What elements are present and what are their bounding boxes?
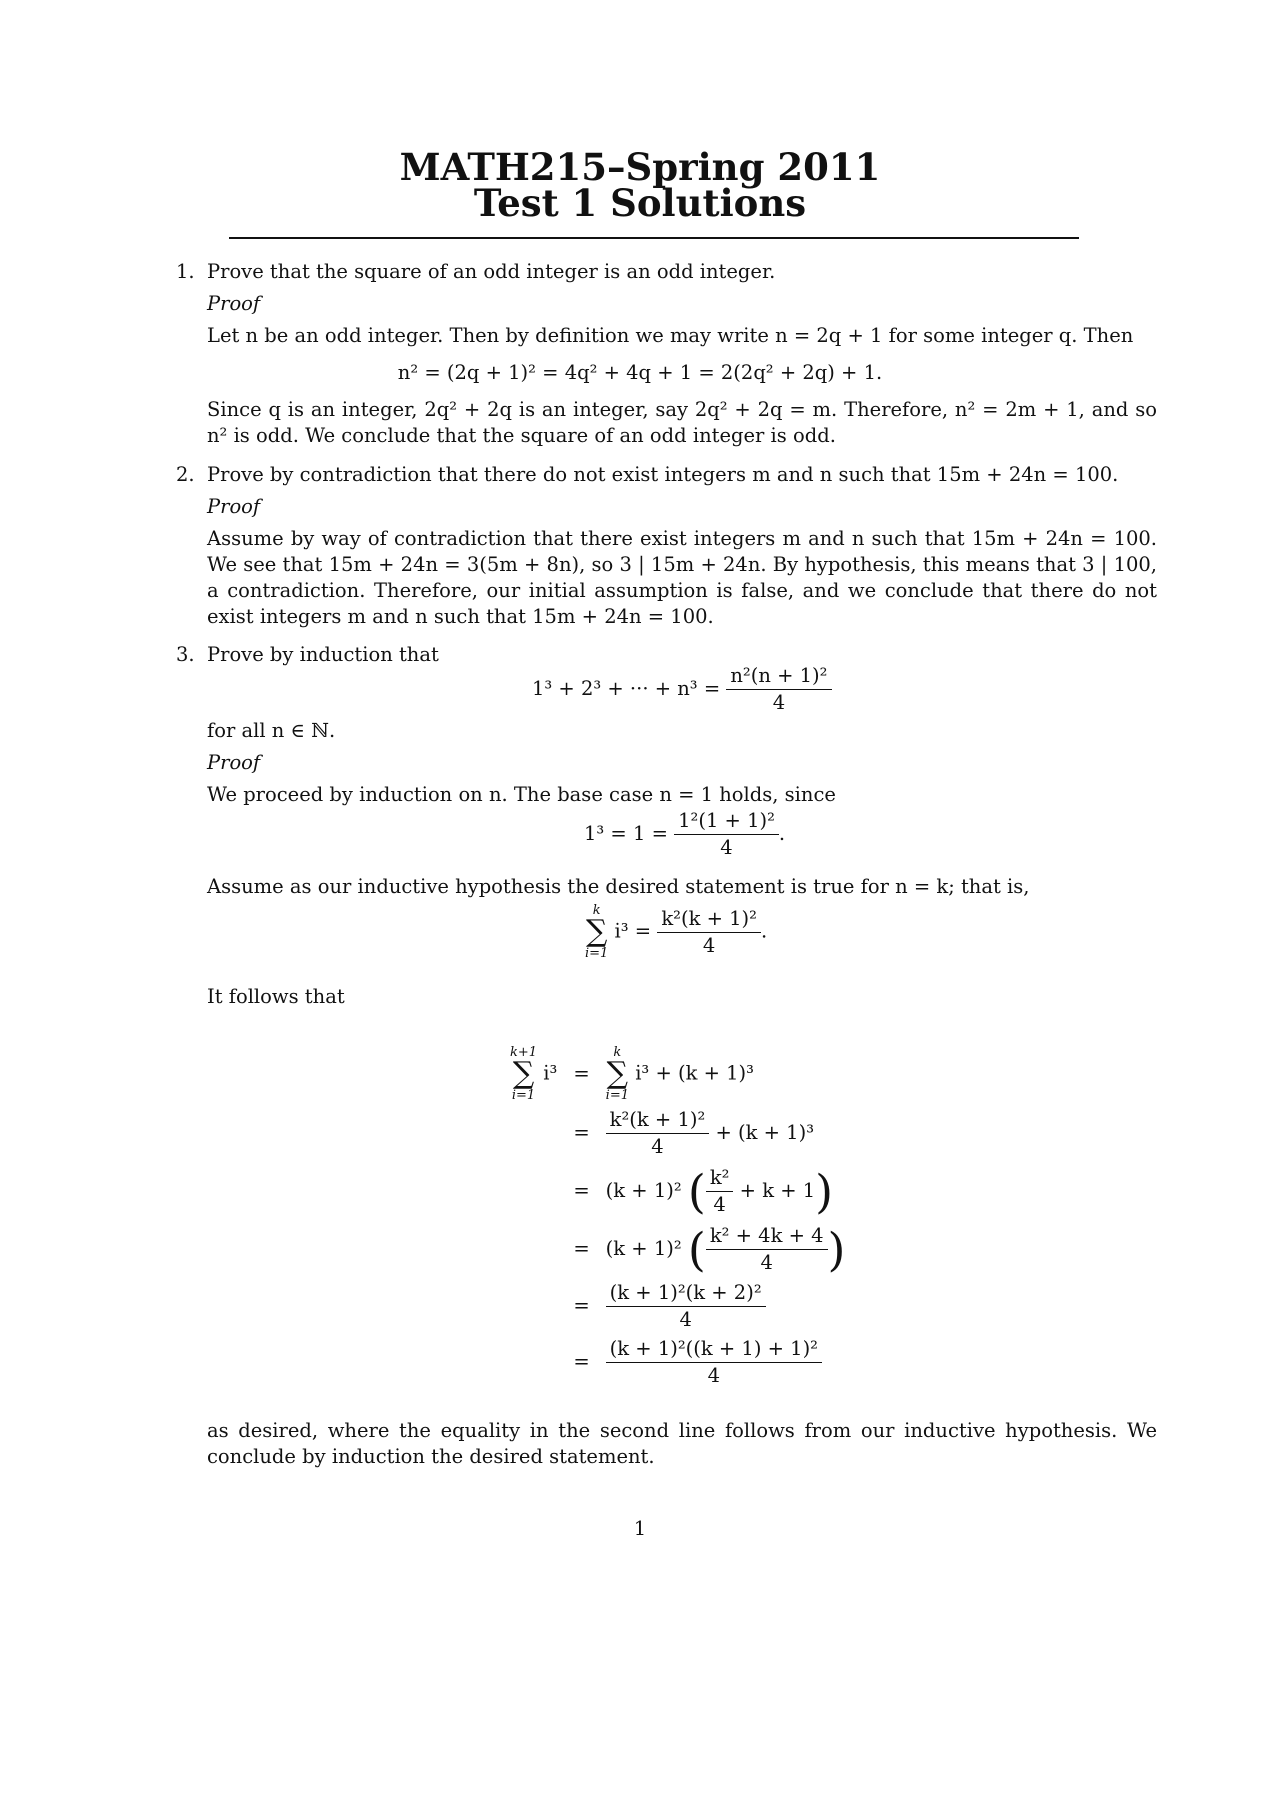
problem-3-statement: Prove by induction that <box>207 643 439 666</box>
hypothesis-denominator: 4 <box>702 933 716 957</box>
problem-1-display: n² = (2q + 1)² = 4q² + 4q + 1 = 2(2q² + 2q) + 1. <box>397 361 883 384</box>
hypothesis-fraction <box>657 906 761 959</box>
lhs-upper-limit: k+1 <box>510 1045 538 1060</box>
induction-derivation <box>510 1044 846 1390</box>
problem-3-text-3: It follows that <box>207 985 345 1008</box>
hypothesis-numerator: k²(k + 1)² <box>657 906 761 933</box>
display-numerator: n²(n + 1)² <box>726 663 831 690</box>
left-paren: ( <box>687 1164 706 1218</box>
problem-3-number: 3. <box>176 643 195 666</box>
sum-lower-limit: i=1 <box>585 946 609 961</box>
problem-2-text-1: Assume by way of contradiction that there exist integers m and n such that 15m + 24n = 100. We see that 15m + 24n = 3(5m + 8n), so 3 | 15m + 24n. By hypothesis, this means that 3 | 100, a contradiction. Therefore, our initial assumption is false, and we conclude that there do not exist integers m and n such that 15m + 24n = 100. <box>207 527 1157 628</box>
derivation-row <box>510 1220 846 1278</box>
step-1-upper-limit: k <box>613 1045 622 1060</box>
derivation-row <box>510 1104 846 1162</box>
problem-1-number: 1. <box>176 260 195 283</box>
problem-1-text-2: Since q is an integer, 2q² + 2q is an integer, say 2q² + 2q = m. Therefore, n² = 2m + 1, and so n² is odd. We conclude that the square of an odd integer is odd. <box>207 398 1157 447</box>
problem-3-text-2: Assume as our inductive hypothesis the desired statement is true for n = k; that is, <box>207 875 1030 898</box>
problem-1-proof-label: Proof <box>207 292 261 315</box>
equals-sign: = <box>573 1237 590 1260</box>
step-3-prefix: (k + 1)² <box>605 1178 682 1202</box>
equals-sign: = <box>573 1121 590 1144</box>
derivation-row <box>510 1162 846 1220</box>
sigma-symbol: ∑ <box>512 1056 535 1091</box>
hypothesis-display: k ∑ i=1 i³ = $\frac{\text{k²(k + 1)²}}{4}$ . <box>585 903 768 961</box>
base-fraction <box>674 808 779 861</box>
left-paren: ( <box>687 1222 706 1276</box>
step-2-numerator: k²(k + 1)² <box>606 1107 710 1134</box>
step-1-sum <box>606 1046 629 1102</box>
problem-2-statement: Prove by contradiction that there do not exist integers m and n such that 15m + 24n = 100. <box>207 463 1119 486</box>
display-lhs: 1³ + 2³ + ··· + n³ = <box>532 677 721 700</box>
step-1-rest: i³ + (k + 1)³ <box>635 1061 754 1085</box>
derivation-row <box>510 1334 846 1390</box>
base-case-display: 1³ = 1 = $\frac{\text{1²(1 + 1)²}}{4}$ . <box>584 809 786 859</box>
step-5-numerator: (k + 1)²(k + 2)² <box>606 1280 766 1307</box>
step-4-denominator: 4 <box>760 1250 773 1274</box>
step-2-denominator: 4 <box>651 1134 664 1158</box>
lhs-lower-limit: i=1 <box>511 1088 536 1103</box>
problem-3-display <box>532 663 832 716</box>
derivation-table <box>510 1044 846 1390</box>
problem-1-text-1: Let n be an odd integer. Then by definition we may write n = 2q + 1 for some integer q. Then <box>207 324 1134 347</box>
document-title: MATH215–Spring 2011 <box>399 145 881 189</box>
step-5-denominator: 4 <box>679 1307 692 1331</box>
step-2-rest: + (k + 1)³ <box>715 1120 815 1144</box>
problem-2-proof-label: Proof <box>207 495 261 518</box>
step-4-fraction <box>706 1223 828 1276</box>
step-3-numerator: k² <box>706 1165 734 1192</box>
base-lhs: 1³ = 1 = <box>584 822 668 845</box>
derivation-lhs-term: i³ <box>543 1061 558 1085</box>
derivation-lhs-sum <box>510 1046 537 1102</box>
display-denominator: 4 <box>772 691 786 714</box>
equals-sign: = <box>573 1294 590 1317</box>
step-2-fraction <box>606 1107 710 1160</box>
display-fraction <box>726 663 831 716</box>
problem-1-statement: Prove that the square of an odd integer is an odd integer. <box>207 260 776 283</box>
sigma-symbol: ∑ <box>606 1056 629 1091</box>
base-numerator: 1²(1 + 1)² <box>674 808 779 835</box>
step-6-fraction <box>606 1336 822 1389</box>
equals-sign: = <box>573 1062 590 1085</box>
page-number: 1 <box>633 1517 647 1540</box>
step-6-numerator: (k + 1)²((k + 1) + 1)² <box>606 1336 822 1363</box>
derivation-row <box>510 1044 846 1104</box>
sigma-symbol: ∑ <box>585 914 608 949</box>
equals-sign: = <box>573 1350 590 1373</box>
problem-3-for-all: for all n ∈ ℕ. <box>207 719 336 742</box>
step-5-fraction <box>606 1280 766 1333</box>
document-subtitle: Test 1 Solutions <box>473 181 807 225</box>
problem-3-text-4: as desired, where the equality in the second line follows from our inductive hypothesis. We conclude by induction the desired statement. <box>207 1419 1157 1468</box>
step-3-denominator: 4 <box>713 1192 726 1216</box>
derivation-row <box>510 1278 846 1334</box>
step-6-denominator: 4 <box>707 1363 721 1387</box>
step-4-prefix: (k + 1)² <box>605 1236 682 1260</box>
step-3-rest: + k + 1 <box>739 1178 816 1202</box>
step-1-lower-limit: i=1 <box>605 1088 629 1103</box>
equals-sign: = <box>573 1179 590 1202</box>
hypothesis-sum <box>585 904 608 960</box>
problem-2-number: 2. <box>176 463 195 486</box>
hypothesis-term: i³ = <box>614 919 652 943</box>
problem-3-text-1: We proceed by induction on n. The base case n = 1 holds, since <box>207 783 836 806</box>
base-denominator: 4 <box>720 836 733 859</box>
right-paren: ) <box>815 1164 834 1218</box>
right-paren: ) <box>827 1222 846 1276</box>
step-4-numerator: k² + 4k + 4 <box>706 1223 828 1250</box>
sum-upper-limit: k <box>592 903 601 918</box>
title-rule <box>229 237 1079 239</box>
problem-3-proof-label: Proof <box>207 751 261 774</box>
step-3-fraction <box>706 1165 734 1218</box>
